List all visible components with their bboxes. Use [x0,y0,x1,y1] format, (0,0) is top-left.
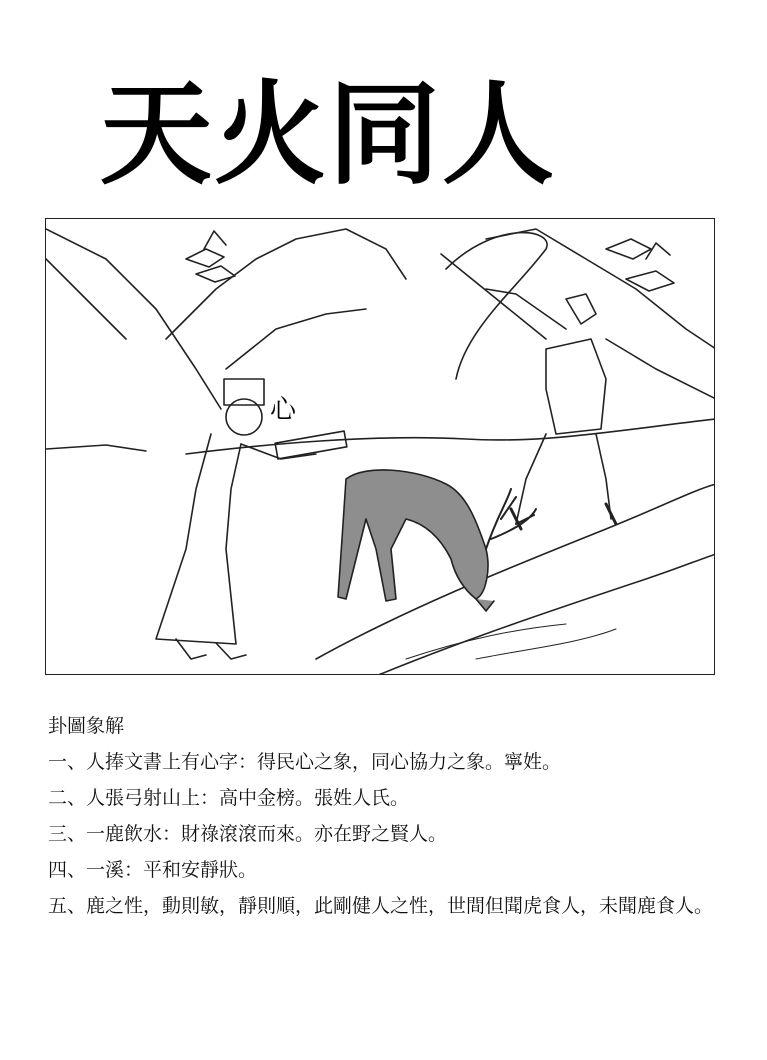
left-mountain [46,229,221,409]
right-mountain [486,229,715,349]
explanation-line-4: 四、一溪：平和安靜狀。 [48,859,258,881]
hexagram-illustration [45,218,715,675]
pine-tree-left [186,231,235,282]
explanation-section [48,708,728,924]
page-title: 天火同人 [100,70,556,200]
deer-figure [338,470,536,611]
explanation-heading: 卦圖象解 [48,715,125,737]
illustration-drawing [46,219,715,675]
explanation-line-1: 一、人捧文書上有心字：得民心之象，同心協力之象。寧姓。 [48,751,562,773]
heart-character: 心 [270,395,297,425]
archer-figure [441,233,616,529]
pine-tree-right [606,239,674,291]
ground-line [186,419,715,454]
scholar-figure [156,379,347,659]
explanation-line-2: 二、人張弓射山上：高中金榜。張姓人氏。 [48,787,410,809]
center-mountain [166,229,406,339]
explanation-line-3: 三、一鹿飲水：財祿滾滾而來。亦在野之賢人。 [48,823,448,845]
explanation-line-5: 五、鹿之性，動則敏，靜則順，此剛健人之性，世間但聞虎食人，未聞鹿食人。 [48,895,714,917]
stream-bank-lower [376,554,715,675]
arrow [441,254,546,339]
